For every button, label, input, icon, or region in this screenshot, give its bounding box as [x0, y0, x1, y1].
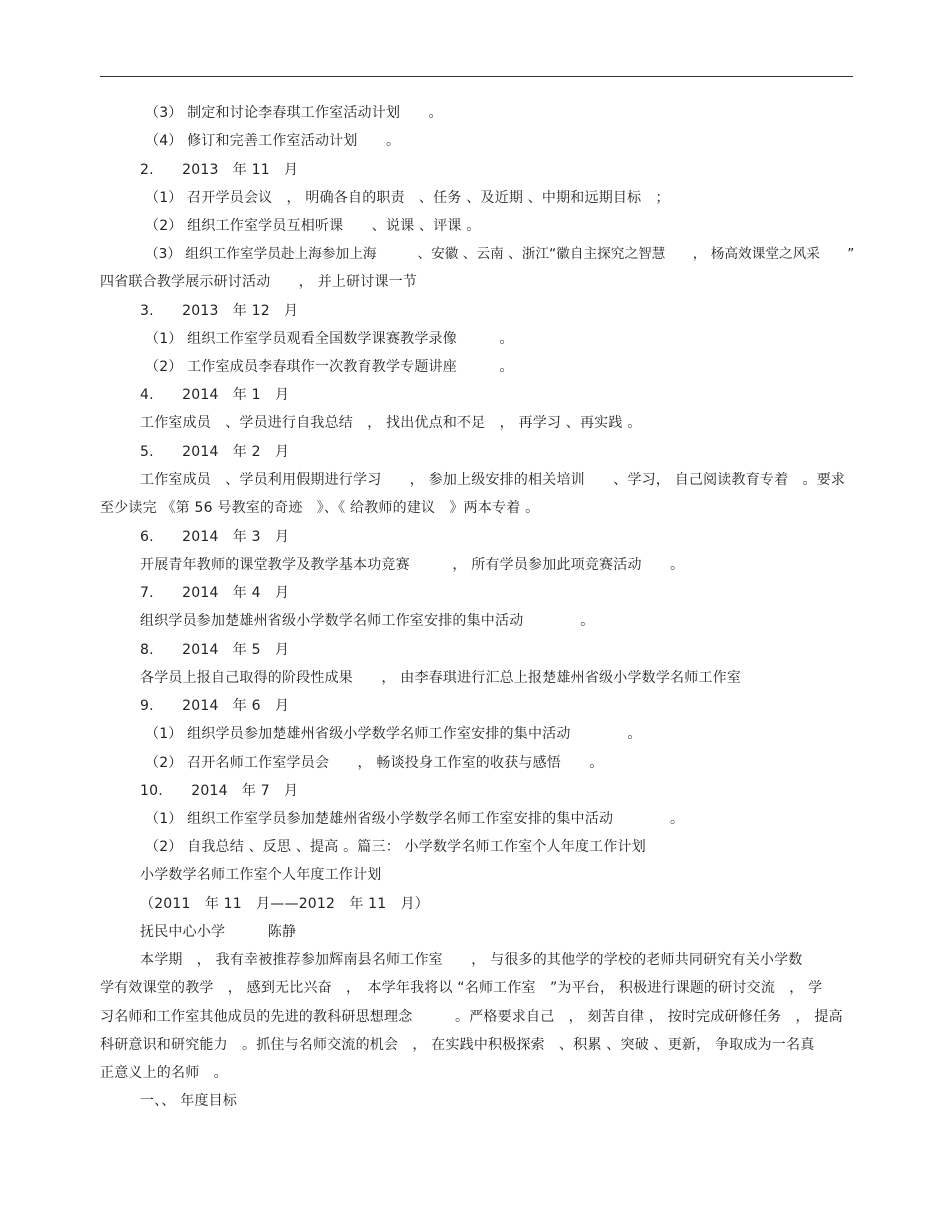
- section-heading: 5. 2014 年 2 月: [140, 444, 290, 460]
- text-line: 本学期 ， 我有幸被推荐参加辉南县名师工作室 ， 与很多的其他学的学校的老师共同研究有关小学数: [140, 952, 803, 968]
- section-heading: 3. 2013 年 12 月: [140, 303, 299, 319]
- text-line: （2） 工作室成员李春琪作一次教育教学专题讲座 。: [145, 359, 514, 375]
- section-heading: 6. 2014 年 3 月: [140, 529, 290, 545]
- section-heading: 10. 2014 年 7 月: [140, 783, 299, 799]
- date-range: （2011 年 11 月——2012 年 11 月）: [140, 896, 429, 912]
- header-rule: [100, 76, 853, 77]
- text-line: （1） 组织学员参加楚雄州省级小学数学名师工作室安排的集中活动 。: [145, 726, 642, 742]
- text-line: 工作室成员 、学员利用假期进行学习 ， 参加上级安排的相关培训 、学习， 自己阅读教育专着 。要求: [140, 472, 846, 488]
- section-heading: 8. 2014 年 5 月: [140, 642, 290, 658]
- text-line: 各学员上报自己取得的阶段性成果 ， 由李春琪进行汇总上报楚雄州省级小学数学名师工作室: [140, 670, 742, 686]
- text-line: 正意义上的名师 。: [100, 1065, 228, 1081]
- text-line: （2） 召开名师工作室学员会 ， 畅谈投身工作室的收获与感悟 。: [145, 755, 604, 771]
- text-line: 习名师和工作室其他成员的先进的教科研思想理念 。严格要求自己 ， 刻苦自律 ， 按时完成研修任务 ， 提高: [100, 1009, 843, 1025]
- section-heading: 一、、 年度目标: [140, 1093, 238, 1109]
- text-line: （2） 自我总结 、反思 、提高 。篇三： 小学数学名师工作室个人年度工作计划: [145, 839, 646, 855]
- text-line: 四省联合教学展示研讨活动 ， 并上研讨课一节: [100, 274, 418, 290]
- document-title: 小学数学名师工作室个人年度工作计划: [140, 867, 382, 883]
- text-line: （1） 召开学员会议 ， 明确各自的职责 、任务 、及近期 、中期和远期目标 ；: [145, 190, 670, 206]
- text-line: 至少读完 《第 56 号教室的奇迹 》、《 给教师的建议 》两本专着 。: [100, 500, 540, 516]
- section-heading: 4. 2014 年 1 月: [140, 387, 290, 403]
- text-line: 工作室成员 、学员进行自我总结 ， 找出优点和不足 ， 再学习 、再实践 。: [140, 415, 642, 431]
- text-line: 学有效课堂的教学 ， 感到无比兴奋 ， 本学年我将以 “名师工作室 ”为平台， 积极进行课题的研讨交流 ， 学: [100, 980, 823, 996]
- author-line: 抚民中心小学 陈静: [140, 924, 297, 940]
- text-line: （1） 组织工作室学员观看全国数学课赛教学录像 。: [145, 331, 514, 347]
- text-line: （1） 组织工作室学员参加楚雄州省级小学数学名师工作室安排的集中活动 。: [145, 811, 685, 827]
- text-line: （2） 组织工作室学员互相听课 、说课 、评课 。: [145, 218, 481, 234]
- section-heading: 9. 2014 年 6 月: [140, 698, 290, 714]
- text-line: （3） 组织工作室学员赴上海参加上海 、安徽 、云南 、浙江“徽自主探究之智慧 ， 杨高效课堂之风采 ”: [145, 246, 855, 262]
- text-line: （4） 修订和完善工作室活动计划 。: [145, 133, 401, 149]
- text-line: 开展青年教师的课堂教学及教学基本功竞赛 ， 所有学员参加此项竞赛活动 。: [140, 557, 685, 573]
- text-line: 科研意识和研究能力 。抓住与名师交流的机会 ， 在实践中积极探索 、积累 、突破 、更新， 争取成为一名真: [100, 1037, 815, 1053]
- section-heading: 7. 2014 年 4 月: [140, 585, 290, 601]
- section-heading: 2. 2013 年 11 月: [140, 162, 299, 178]
- text-line: 组织学员参加楚雄州省级小学数学名师工作室安排的集中活动 。: [140, 613, 595, 629]
- text-line: （3） 制定和讨论李春琪工作室活动计划 。: [145, 105, 443, 121]
